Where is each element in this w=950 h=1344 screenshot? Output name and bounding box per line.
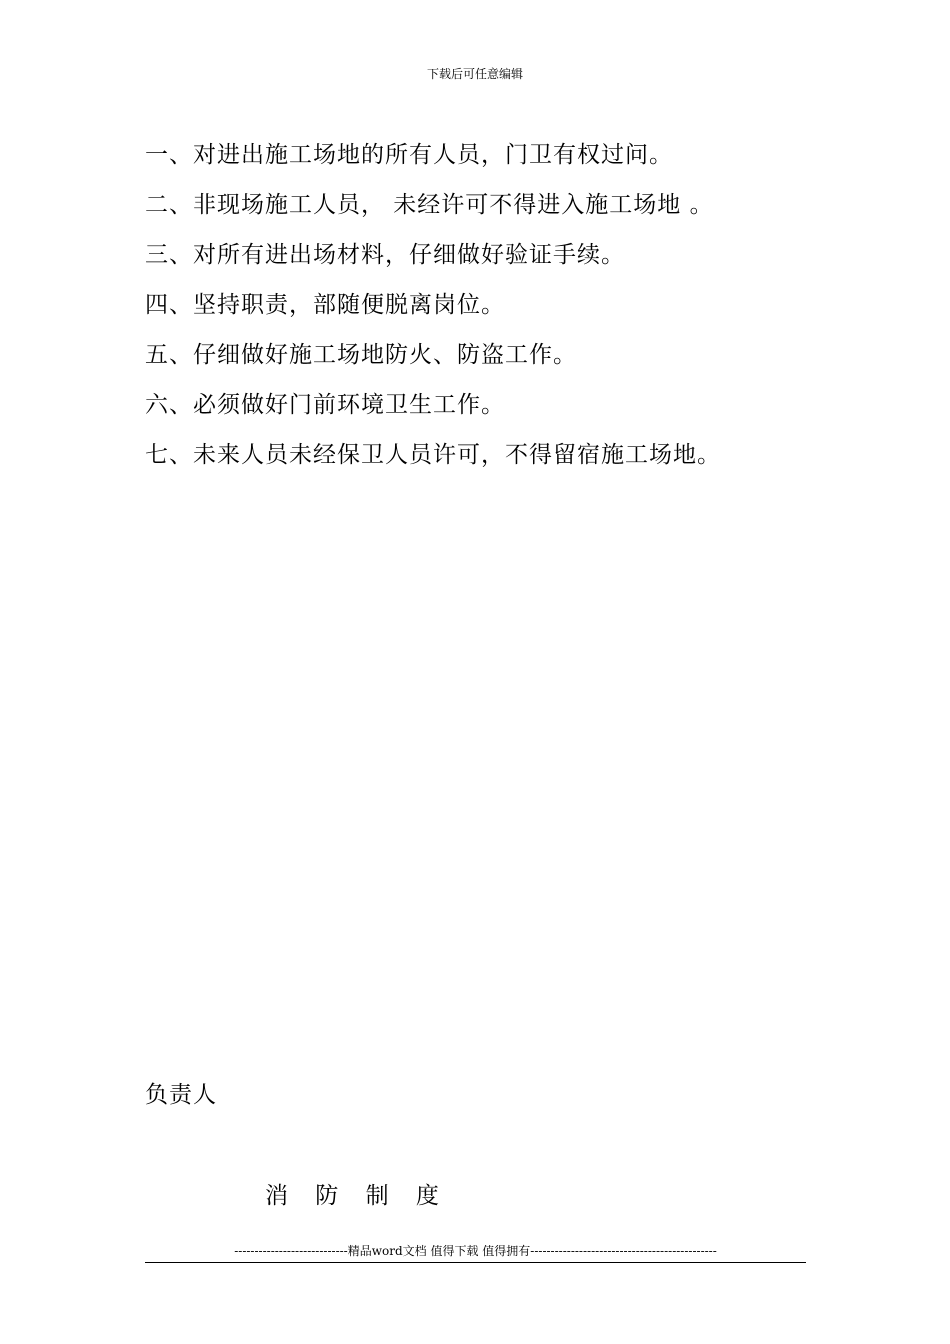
rules-list (145, 130, 721, 480)
rule-item-4: 四、坚持职责，部随便脱离岗位。 (145, 292, 505, 318)
footer-note: ----------------------------精品word文档 值得下载 值得拥有---------------------------------------------- (145, 1242, 806, 1263)
rule-item-5: 五、仔细做好施工场地防火、防盗工作。 (145, 342, 577, 368)
header-note: 下载后可任意编辑 (426, 67, 523, 81)
rule-item-1: 一、对进出施工场地的所有人员，门卫有权过问。 (145, 142, 673, 168)
responsible-person-label: 负责人 (145, 1082, 217, 1108)
fire-safety-section-title: 消 防 制 度 (265, 1183, 449, 1209)
rule-item-7: 七、未来人员未经保卫人员许可，不得留宿施工场地。 (145, 442, 721, 468)
rule-item-6: 六、必须做好门前环境卫生工作。 (145, 392, 505, 418)
rule-item-3: 三、对所有进出场材料，仔细做好验证手续。 (145, 242, 625, 268)
rule-item-2: 二、非现场施工人员， 未经许可不得进入施工场地 。 (145, 192, 714, 218)
